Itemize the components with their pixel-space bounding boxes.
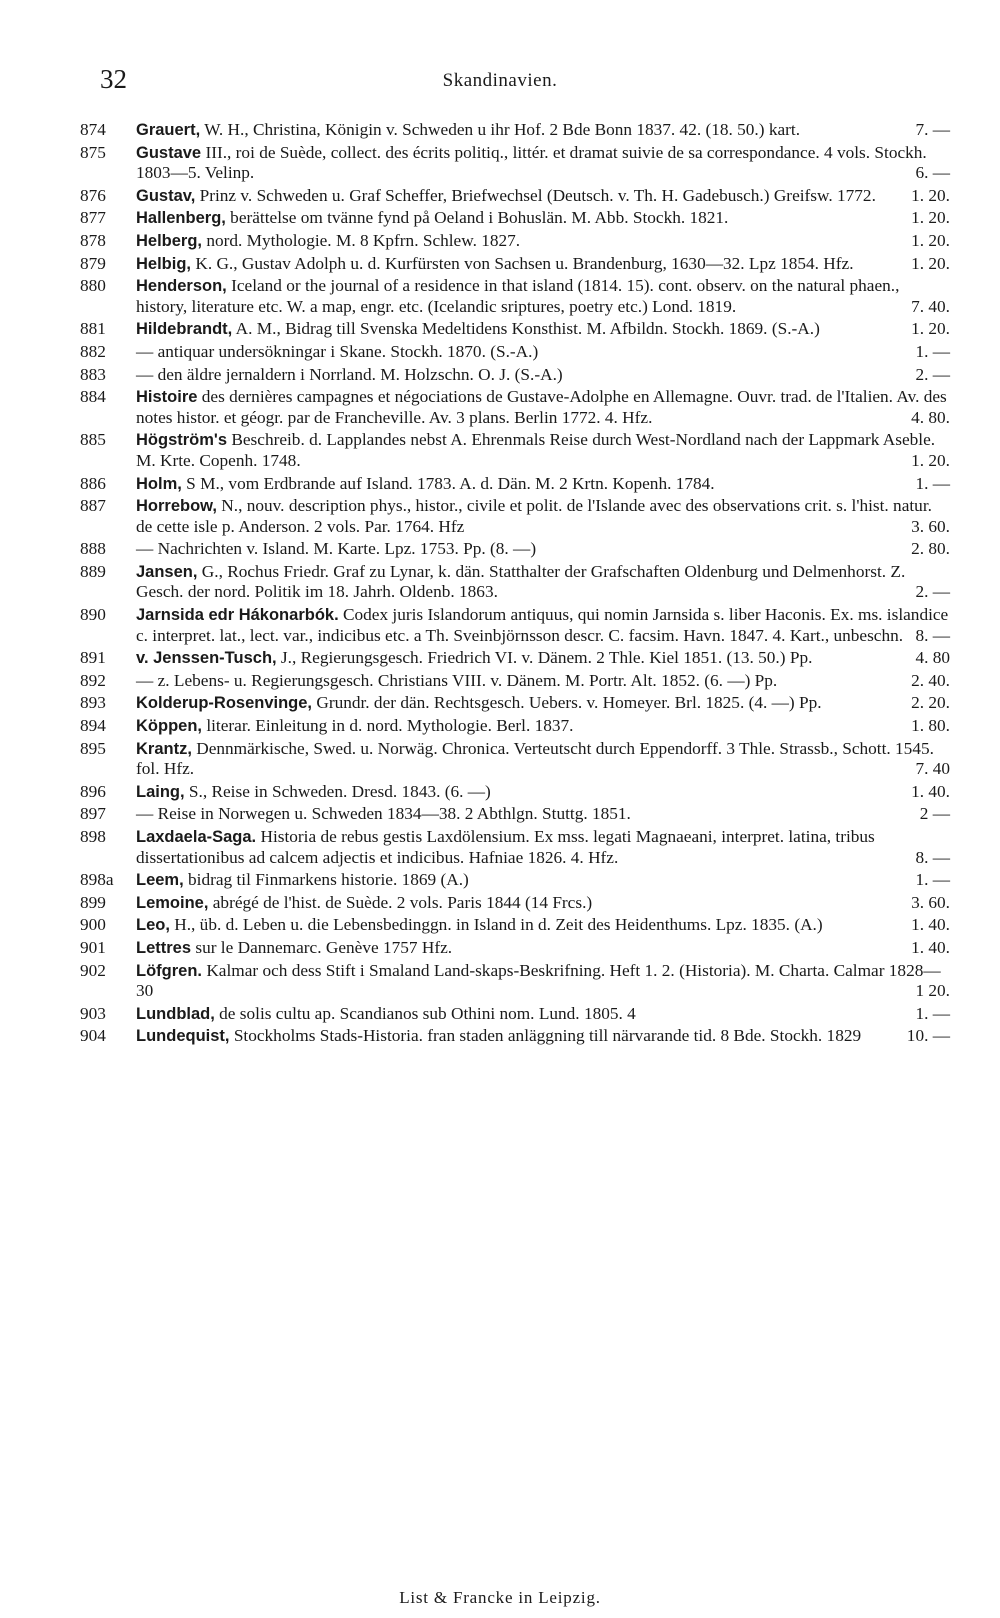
page-number: 32 (100, 64, 127, 94)
entry-number: 890 (80, 605, 106, 625)
catalog-entry (80, 208, 950, 229)
entry-number: 889 (80, 561, 106, 581)
catalog-entry (80, 562, 950, 603)
entry-author: Horrebow, (136, 497, 217, 516)
entry-description: S., Reise in Schweden. Dresd. 1843. (6. —) (184, 781, 491, 801)
entry-number: 891 (80, 648, 106, 668)
entry-description: W. H., Christina, Königin v. Schweden u ihr Hof. 2 Bde Bonn 1837. 42. (18. 50.) kart. (200, 120, 801, 139)
entry-author: Lundblad, (136, 1004, 215, 1023)
entry-author: Hallenberg, (136, 209, 226, 228)
entry-description: literar. Einleitung in d. nord. Mythologie. Berl. 1837. (202, 716, 574, 736)
entry-number: 887 (80, 496, 106, 516)
entry-body (136, 938, 950, 959)
entry-author: Leem, (136, 871, 184, 890)
catalog-entry (80, 231, 950, 252)
entry-price: 1. 20. (911, 230, 950, 250)
entry-price: 1 20. (915, 981, 950, 1001)
running-title: Skandinavien. (442, 70, 558, 91)
catalog-entry (80, 648, 950, 669)
entry-body (136, 231, 950, 252)
entry-number: 888 (80, 539, 106, 559)
entry-number: 884 (80, 387, 106, 407)
entry-price: 3. 60. (911, 516, 950, 536)
entry-description: A. M., Bidrag till Svenska Medeltidens Konsthist. M. Afbildn. Stockh. 1869. (S.-A.) (232, 319, 820, 339)
catalog-entry (80, 804, 950, 825)
catalog-entry (80, 870, 950, 891)
entry-body (136, 539, 950, 560)
entry-author: Henderson, (136, 277, 227, 296)
catalog-entry (80, 1026, 950, 1047)
entry-description: Stockholms Stads-Historia. fran staden anläggning till närvarande tid. 8 Bde. Stockh. 1829 (229, 1026, 862, 1046)
entry-body (136, 671, 950, 692)
catalog-entry (80, 693, 950, 714)
catalog-entry (80, 365, 950, 386)
entry-price: 1. 20. (911, 450, 950, 470)
catalog-entry (80, 915, 950, 936)
entry-body (136, 387, 950, 428)
entry-price: 1. — (915, 870, 950, 890)
entry-author: Helberg, (136, 231, 203, 250)
entry-price: 2. 20. (911, 693, 950, 713)
catalog-entry (80, 319, 950, 340)
entry-author: Jansen, (136, 562, 198, 581)
entry-author: Grauert, (136, 121, 201, 139)
entry-body (136, 496, 950, 537)
entry-author: Köppen, (136, 717, 202, 736)
entry-price: 6. — (915, 163, 950, 183)
entry-number: 875 (80, 142, 106, 162)
catalog-entry (80, 671, 950, 692)
entry-description: nord. Mythologie. M. 8 Kpfrn. Schlew. 1827. (202, 230, 521, 250)
entry-author: Hildebrandt, (136, 320, 233, 339)
catalog-entries (80, 120, 950, 1049)
entry-number: 874 (80, 120, 106, 139)
entry-description: — den äldre jernaldern i Norrland. M. Holzschn. O. J. (S.-A.) (136, 364, 563, 384)
entry-number: 900 (80, 915, 106, 935)
entry-body (136, 276, 950, 317)
entry-body (136, 254, 950, 275)
entry-price: 2. — (915, 582, 950, 602)
entry-author: Gustav, (136, 186, 196, 205)
entry-body (136, 1004, 950, 1025)
catalog-entry (80, 1004, 950, 1025)
entry-author: Kolderup-Rosenvinge, (136, 694, 313, 713)
entry-author: Laxdaela-Saga. (136, 828, 257, 846)
catalog-entry (80, 961, 950, 1002)
entry-description: des dernières campagnes et négociations de Gustave-Adolphe en Allemagne. Ouvr. trad. de l'Italien. Av. des notes histor. et géogr. par de Francheville. Av. 3 plans. Berlin 1772. 4. Hfz. (136, 387, 947, 427)
entry-author: Leo, (136, 916, 170, 935)
entry-author: Krantz, (136, 739, 192, 758)
entry-number: 894 (80, 716, 106, 736)
entry-price: 1. 20. (911, 185, 950, 205)
entry-number: 883 (80, 364, 106, 384)
entry-description: bidrag til Finmarkens historie. 1869 (A.) (183, 870, 469, 890)
entry-author: Jarnsida edr Hákonarbók. (136, 606, 339, 625)
entry-price: 2. 40. (911, 670, 950, 690)
catalog-entry (80, 739, 950, 780)
entry-body (136, 693, 950, 714)
entry-description: Dennmärkische, Swed. u. Norwäg. Chronica. Verteutscht durch Eppendorff. 3 Thle. Strassb., Schott. 1545. fol. Hfz. (136, 738, 934, 779)
entry-price: 8. — (915, 847, 950, 867)
entry-description: berättelse om tvänne fynd på Oeland i Bohuslän. M. Abb. Stockh. 1821. (225, 208, 729, 228)
entry-body (136, 365, 950, 386)
entry-body (136, 739, 950, 780)
entry-number: 877 (80, 208, 106, 228)
catalog-entry (80, 342, 950, 363)
entry-price: 1. 20. (911, 253, 950, 273)
entry-price: 8. — (915, 625, 950, 645)
entry-description: III., roi de Suède, collect. des écrits politiq., littér. et dramat suivie de sa correspondance. 4 vols. Stockh. 1803—5. Velinp. (136, 142, 927, 183)
entry-body (136, 342, 950, 363)
entry-price: 1. 40. (911, 915, 950, 935)
entry-number: 903 (80, 1003, 106, 1023)
entry-author: Lundequist, (136, 1027, 230, 1046)
entry-number: 878 (80, 230, 106, 250)
entry-description: S M., vom Erdbrande auf Island. 1783. A. d. Dän. M. 2 Krtn. Kopenh. 1784. (181, 473, 715, 493)
entry-author: Löfgren. (136, 961, 202, 980)
entry-author: Laing, (136, 782, 185, 801)
entry-number: 882 (80, 341, 106, 361)
entry-number: 879 (80, 253, 106, 273)
entry-body (136, 208, 950, 229)
entry-number: 904 (80, 1026, 106, 1046)
entry-number: 893 (80, 693, 106, 713)
entry-author: Gustave (136, 143, 202, 162)
catalog-entry (80, 893, 950, 914)
entry-body (136, 716, 950, 737)
entry-price: 1. — (915, 473, 950, 493)
entry-price: 7. 40 (915, 759, 950, 779)
entry-author: Histoire (136, 388, 198, 407)
entry-price: 1. — (915, 1003, 950, 1023)
entry-body (136, 562, 950, 603)
catalog-entry (80, 474, 950, 495)
entry-number: 885 (80, 430, 106, 450)
entry-body (136, 961, 950, 1002)
entry-description: Kalmar och dess Stift i Smaland Land-skaps-Beskrifning. Heft 1. 2. (Historia). M. Charta. Calmar 1828—30 (136, 960, 941, 1001)
catalog-entry (80, 430, 950, 471)
entry-number: 901 (80, 937, 106, 957)
entry-number: 899 (80, 892, 106, 912)
entry-body (136, 319, 950, 340)
entry-body (136, 827, 950, 868)
entry-number: 898 (80, 827, 106, 846)
catalog-entry (80, 186, 950, 207)
entry-number: 895 (80, 738, 106, 758)
entry-body (136, 186, 950, 207)
entry-description: J., Regierungsgesch. Friedrich VI. v. Dänem. 2 Thle. Kiel 1851. (13. 50.) Pp. (276, 648, 813, 668)
page-header (0, 64, 1000, 98)
entry-price: 1. 20. (911, 208, 950, 228)
entry-description: — Reise in Norwegen u. Schweden 1834—38. 2 Abthlgn. Stuttg. 1851. (136, 804, 631, 824)
catalog-entry (80, 276, 950, 317)
catalog-entry (80, 716, 950, 737)
entry-body (136, 870, 950, 891)
entry-body (136, 1026, 950, 1047)
entry-description: Grundr. der dän. Rechtsgesch. Uebers. v. Homeyer. Brl. 1825. (4. —) Pp. (312, 693, 822, 713)
entry-number: 886 (80, 473, 106, 493)
entry-body (136, 782, 950, 803)
entry-price: 1. 80. (911, 716, 950, 736)
publisher-footer: List & Francke in Leipzig. (399, 1588, 601, 1607)
entry-description: H., üb. d. Leben u. die Lebensbedinggn. in Island in d. Zeit des Heidenthums. Lpz. 1835. (A.) (169, 915, 823, 935)
catalog-entry (80, 827, 950, 868)
entry-description: N., nouv. description phys., histor., civile et polit. de l'Islande avec des observations crit. s. l'hist. natur. de cette isle p. Anderson. 2 vols. Par. 1764. Hfz (136, 496, 932, 536)
entry-price: 10. — (906, 1026, 950, 1046)
catalog-entry (80, 120, 950, 141)
entry-description: Iceland or the journal of a residence in that island (1814. 15). cont. observ. on the natural phaen., history, literature etc. W. a map, engr. etc. (Icelandic sriptures, poetry etc.) Lond. 1819. (136, 276, 900, 316)
entry-price: 1. 40. (911, 781, 950, 801)
entry-author: Helbig, (136, 254, 192, 273)
entry-price: 7. 40. (911, 296, 950, 316)
entry-description: Codex juris Islandorum antiquus, qui nomin Jarnsida s. liber Haconis. Ex. ms. islandice c. interpret. lat., lect. var., indicibus etc. a Th. Sveinbjörnsson descr. C. facsim. Havn. 1847. 4. Kart., unbeschn. (136, 605, 949, 645)
entry-body (136, 430, 950, 471)
entry-price: 1. — (915, 341, 950, 361)
entry-description: Prinz v. Schweden u. Graf Scheffer, Briefwechsel (Deutsch. v. Th. H. Gadebusch.) Greifsw. 1772. (195, 185, 876, 205)
entry-price: 7. — (915, 120, 950, 139)
entry-description: Historia de rebus gestis Laxdölensium. Ex mss. legati Magnaeani, interpret. latina, tribus dissertationibus ad calcem adjectis et indicibus. Hafniae 1826. 4. Hfz. (136, 827, 875, 867)
catalog-entry (80, 143, 950, 184)
entry-description: Beschreib. d. Lapplandes nebst A. Ehrenmals Reise durch West-Nordland nach der Lappmark Aseble. M. Krte. Copenh. 1748. (136, 430, 936, 470)
entry-body (136, 120, 950, 141)
entry-number: 902 (80, 960, 106, 980)
entry-description: sur le Dannemarc. Genève 1757 Hfz. (191, 937, 453, 957)
catalog-entry (80, 254, 950, 275)
catalog-entry (80, 938, 950, 959)
entry-number: 881 (80, 319, 106, 339)
entry-price: 3. 60. (911, 892, 950, 912)
entry-body (136, 915, 950, 936)
entry-number: 896 (80, 781, 106, 801)
entry-price: 4. 80 (915, 648, 950, 668)
entry-body (136, 893, 950, 914)
entry-price: 4. 80. (911, 407, 950, 427)
catalog-entry (80, 539, 950, 560)
entry-price: 2 — (919, 804, 950, 824)
entry-description: de solis cultu ap. Scandianos sub Othini nom. Lund. 1805. 4 (214, 1003, 636, 1023)
entry-number: 898a (80, 870, 114, 890)
entry-number: 892 (80, 670, 106, 690)
entry-description: G., Rochus Friedr. Graf zu Lynar, k. dän. Statthalter der Grafschaften Oldenburg und Delmenhorst. Z. Gesch. der nord. Politik im 18. Jahrh. Oldenb. 1863. (136, 561, 906, 602)
entry-author: Holm, (136, 474, 182, 493)
catalog-entry (80, 387, 950, 428)
entry-number: 880 (80, 276, 106, 296)
entry-body (136, 605, 950, 646)
entry-author: Lettres (136, 938, 192, 957)
entry-author: Lemoine, (136, 893, 209, 912)
entry-description: — antiquar undersökningar i Skane. Stockh. 1870. (S.-A.) (136, 341, 539, 361)
entry-number: 876 (80, 185, 106, 205)
entry-description: K. G., Gustav Adolph u. d. Kurfürsten von Sachsen u. Brandenburg, 1630—32. Lpz 1854. Hfz. (191, 253, 854, 273)
entry-body (136, 474, 950, 495)
entry-description: — Nachrichten v. Island. M. Karte. Lpz. 1753. Pp. (8. —) (136, 539, 537, 559)
entry-body (136, 648, 950, 669)
entry-price: 1. 40. (911, 937, 950, 957)
catalog-entry (80, 605, 950, 646)
entry-description: — z. Lebens- u. Regierungsgesch. Christians VIII. v. Dänem. M. Portr. Alt. 1852. (6. —) Pp. (136, 670, 778, 690)
entry-author: v. Jenssen-Tusch, (136, 649, 277, 668)
entry-number: 897 (80, 804, 106, 824)
entry-description: abrégé de l'hist. de Suède. 2 vols. Paris 1844 (14 Frcs.) (208, 892, 593, 912)
entry-body (136, 804, 950, 825)
entry-body (136, 143, 950, 184)
entry-price: 1. 20. (911, 319, 950, 339)
entry-price: 2. — (915, 364, 950, 384)
catalog-entry (80, 496, 950, 537)
entry-price: 2. 80. (911, 539, 950, 559)
entry-author: Högström's (136, 431, 228, 450)
catalog-entry (80, 782, 950, 803)
